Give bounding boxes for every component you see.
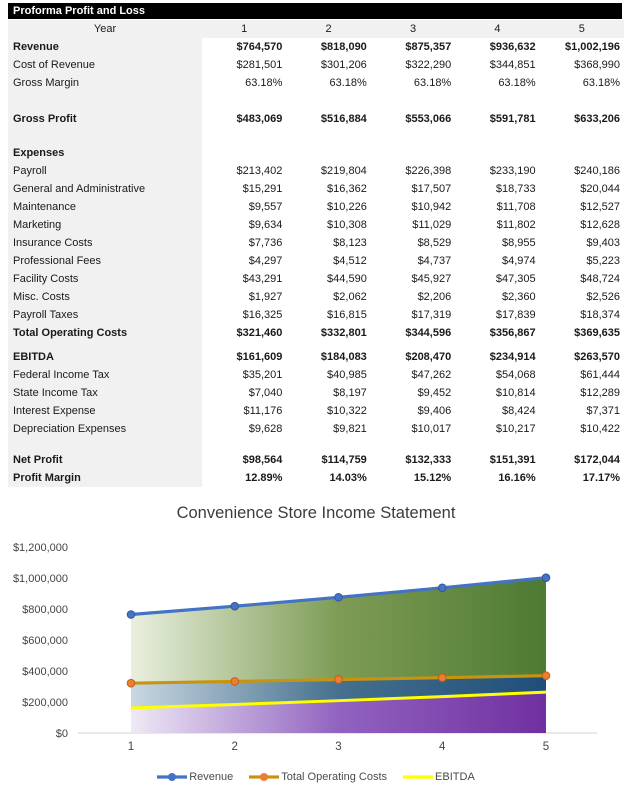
row-label: Marketing [8,216,202,234]
cell-value: $8,197 [286,384,370,402]
x-tick-label: 5 [542,741,550,753]
row-label: Expenses [8,144,202,162]
table-row [8,56,624,74]
cell-value: $7,040 [202,384,286,402]
cell-value: $8,955 [455,234,539,252]
spacer-value-cell [540,128,624,144]
row-label: Gross Profit [8,110,202,128]
row-label: Misc. Costs [8,288,202,306]
cell-value: $11,708 [455,198,539,216]
spacer-value-cell [286,92,370,110]
cell-value: $1,927 [202,288,286,306]
cell-value: $161,609 [202,348,286,366]
spacer-value-cell [455,92,539,110]
y-tick-label: $800,000 [22,604,68,616]
legend-swatch-revenue [157,772,187,782]
cell-value: $321,460 [202,324,286,342]
cell-value: $44,590 [286,270,370,288]
cell-value: $17,839 [455,306,539,324]
y-tick-label: $0 [55,728,68,740]
chart-title: Convenience Store Income Statement [176,504,456,522]
row-label: Total Operating Costs [8,324,202,342]
cell-value: $875,357 [371,38,455,56]
cell-value [455,144,539,162]
cell-value: $8,424 [455,402,539,420]
marker-total-operating-costs [438,674,446,682]
cell-value: $553,066 [371,110,455,128]
cell-value: $12,289 [540,384,624,402]
cell-value: $98,564 [202,451,286,469]
cell-value: $8,123 [286,234,370,252]
year-header-cell: 4 [455,20,539,38]
row-label: Facility Costs [8,270,202,288]
cell-value: $2,206 [371,288,455,306]
legend-item-revenue [157,771,233,783]
row-label: Payroll [8,162,202,180]
spacer-value-cell [540,438,624,451]
row-label: Depreciation Expenses [8,420,202,438]
cell-value [540,144,624,162]
legend-swatch-ebitda [403,772,433,782]
row-label: Gross Margin [8,74,202,92]
table-row [8,384,624,402]
cell-value: $5,223 [540,252,624,270]
cell-value: $114,759 [286,451,370,469]
cell-value: $633,206 [540,110,624,128]
cell-value: $10,017 [371,420,455,438]
marker-total-operating-costs [542,672,550,680]
table-row [8,402,624,420]
cell-value: $47,262 [371,366,455,384]
row-label: Maintenance [8,198,202,216]
spacer-value-cell [540,92,624,110]
cell-value: $9,628 [202,420,286,438]
table-year-row [8,20,624,38]
table-row [8,234,624,252]
table-row [8,288,624,306]
cell-value: $35,201 [202,366,286,384]
table-row [8,144,624,162]
cell-value: $16,325 [202,306,286,324]
table-row [8,366,624,384]
legend-item-ebitda [403,771,475,783]
cell-value: 63.18% [540,74,624,92]
legend-item-total-operating-costs [249,771,387,783]
cell-value: $40,985 [286,366,370,384]
cell-value: $9,452 [371,384,455,402]
row-label: Insurance Costs [8,234,202,252]
cell-value: $356,867 [455,324,539,342]
cell-value: $281,501 [202,56,286,74]
area-operating-costs-band [131,676,546,708]
row-label: State Income Tax [8,384,202,402]
cell-value: $132,333 [371,451,455,469]
table-row [8,306,624,324]
cell-value: $4,974 [455,252,539,270]
cell-value: $263,570 [540,348,624,366]
legend-label-total-operating-costs: Total Operating Costs [281,771,388,783]
area-revenue-band [131,578,546,684]
row-label: EBITDA [8,348,202,366]
cell-value: $233,190 [455,162,539,180]
cell-value: $4,737 [371,252,455,270]
row-label: Profit Margin [8,469,202,487]
y-tick-label: $600,000 [22,635,68,647]
cell-value: $332,801 [286,324,370,342]
legend-swatch-total-operating-costs [249,772,279,782]
x-tick-label: 4 [439,741,446,753]
cell-value: $4,297 [202,252,286,270]
cell-value: $818,090 [286,38,370,56]
report-title: Proforma Profit and Loss [13,5,146,17]
row-label: Federal Income Tax [8,366,202,384]
cell-value: $11,029 [371,216,455,234]
cell-value: $591,781 [455,110,539,128]
year-header-cell: 3 [371,20,455,38]
cell-value: $208,470 [371,348,455,366]
cell-value: $48,724 [540,270,624,288]
cell-value: $1,002,196 [540,38,624,56]
cell-value: $301,206 [286,56,370,74]
x-tick-label: 1 [127,741,135,753]
spacer-value-cell [202,92,286,110]
cell-value: 15.12% [371,469,455,487]
cell-value: 63.18% [371,74,455,92]
cell-value: 63.18% [455,74,539,92]
cell-value: $344,851 [455,56,539,74]
cell-value: $172,044 [540,451,624,469]
cell-value: $8,529 [371,234,455,252]
chart-legend [0,768,632,786]
cell-value: $516,884 [286,110,370,128]
table-row [8,469,624,487]
cell-value: $12,628 [540,216,624,234]
table-row [8,451,624,469]
table-row [8,180,624,198]
cell-value: $4,512 [286,252,370,270]
cell-value: $322,290 [371,56,455,74]
y-tick-label: $400,000 [22,666,68,678]
table-row [8,252,624,270]
y-tick-label: $1,000,000 [12,573,68,585]
spacer-value-cell [371,128,455,144]
spacer-value-cell [202,438,286,451]
marker-revenue [231,602,239,610]
spacer-label-cell [8,128,202,144]
cell-value: $151,391 [455,451,539,469]
cell-value: $18,733 [455,180,539,198]
cell-value: 63.18% [286,74,370,92]
spacer-value-cell [455,438,539,451]
y-tick-label: $1,200,000 [12,542,68,554]
cell-value: $226,398 [371,162,455,180]
spacer-value-cell [286,128,370,144]
table-row [8,348,624,366]
cell-value: $7,371 [540,402,624,420]
cell-value: $43,291 [202,270,286,288]
cell-value: $10,226 [286,198,370,216]
line-revenue [131,578,546,615]
marker-total-operating-costs [231,678,239,686]
cell-value: $240,186 [540,162,624,180]
cell-value: $213,402 [202,162,286,180]
cell-value: $45,927 [371,270,455,288]
table-row [8,74,624,92]
spacer-value-cell [202,128,286,144]
row-label: Net Profit [8,451,202,469]
spacer-value-cell [371,438,455,451]
cell-value: $936,632 [455,38,539,56]
legend-label-ebitda: EBITDA [435,771,475,783]
cell-value: $11,176 [202,402,286,420]
cell-value: $15,291 [202,180,286,198]
cell-value: $483,069 [202,110,286,128]
cell-value: $764,570 [202,38,286,56]
year-header-cell: 5 [540,20,624,38]
cell-value: $16,815 [286,306,370,324]
table-row [8,324,624,342]
area-ebitda-band [131,692,546,733]
cell-value: $54,068 [455,366,539,384]
marker-total-operating-costs [335,676,343,684]
row-label: General and Administrative [8,180,202,198]
cell-value: $2,360 [455,288,539,306]
cell-value: $9,634 [202,216,286,234]
cell-value: $9,406 [371,402,455,420]
x-tick-label: 2 [231,741,238,753]
table-spacer-row [8,92,624,110]
cell-value: $344,596 [371,324,455,342]
table-row [8,198,624,216]
table-spacer-row [8,128,624,144]
row-label: Professional Fees [8,252,202,270]
table-row [8,110,624,128]
cell-value: 14.03% [286,469,370,487]
table-row [8,38,624,56]
row-label: Cost of Revenue [8,56,202,74]
cell-value: $9,821 [286,420,370,438]
marker-total-operating-costs [127,679,135,687]
x-tick-label: 3 [335,741,342,753]
spacer-value-cell [286,438,370,451]
row-label: Revenue [8,38,202,56]
line-total-operating-costs [131,676,546,683]
year-header-cell: 2 [286,20,370,38]
cell-value: $2,062 [286,288,370,306]
cell-value: $10,422 [540,420,624,438]
cell-value: $17,507 [371,180,455,198]
table-row [8,216,624,234]
cell-value: 12.89% [202,469,286,487]
table-row [8,270,624,288]
table-row [8,420,624,438]
cell-value: $17,319 [371,306,455,324]
cell-value: $9,557 [202,198,286,216]
cell-value: $10,217 [455,420,539,438]
cell-value: $368,990 [540,56,624,74]
cell-value: 63.18% [202,74,286,92]
cell-value [371,144,455,162]
cell-value: 17.17% [540,469,624,487]
line-ebitda [131,692,546,708]
marker-revenue [335,594,343,602]
cell-value: $219,804 [286,162,370,180]
year-header-label: Year [8,20,202,38]
y-tick-label: $200,000 [22,697,68,709]
report-title-bar [8,3,622,19]
cell-value: $7,736 [202,234,286,252]
spacer-label-cell [8,92,202,110]
legend-label-revenue: Revenue [189,771,234,783]
cell-value: $47,305 [455,270,539,288]
table-row [8,162,624,180]
year-header-cell: 1 [202,20,286,38]
spacer-label-cell [8,438,202,451]
cell-value [286,144,370,162]
cell-value: 16.16% [455,469,539,487]
cell-value: $20,044 [540,180,624,198]
cell-value: $184,083 [286,348,370,366]
cell-value: $10,814 [455,384,539,402]
cell-value: $2,526 [540,288,624,306]
cell-value: $9,403 [540,234,624,252]
profit-and-loss-table [8,20,624,487]
cell-value: $10,308 [286,216,370,234]
row-label: Payroll Taxes [8,306,202,324]
marker-revenue [542,574,550,582]
spacer-value-cell [455,128,539,144]
spacer-value-cell [371,92,455,110]
cell-value: $61,444 [540,366,624,384]
cell-value: $234,914 [455,348,539,366]
row-label: Interest Expense [8,402,202,420]
cell-value: $10,322 [286,402,370,420]
cell-value [202,144,286,162]
cell-value: $11,802 [455,216,539,234]
cell-value: $18,374 [540,306,624,324]
table-spacer-row [8,438,624,451]
cell-value: $16,362 [286,180,370,198]
cell-value: $369,635 [540,324,624,342]
cell-value: $10,942 [371,198,455,216]
marker-revenue [127,611,135,619]
marker-revenue [438,584,446,592]
cell-value: $12,527 [540,198,624,216]
